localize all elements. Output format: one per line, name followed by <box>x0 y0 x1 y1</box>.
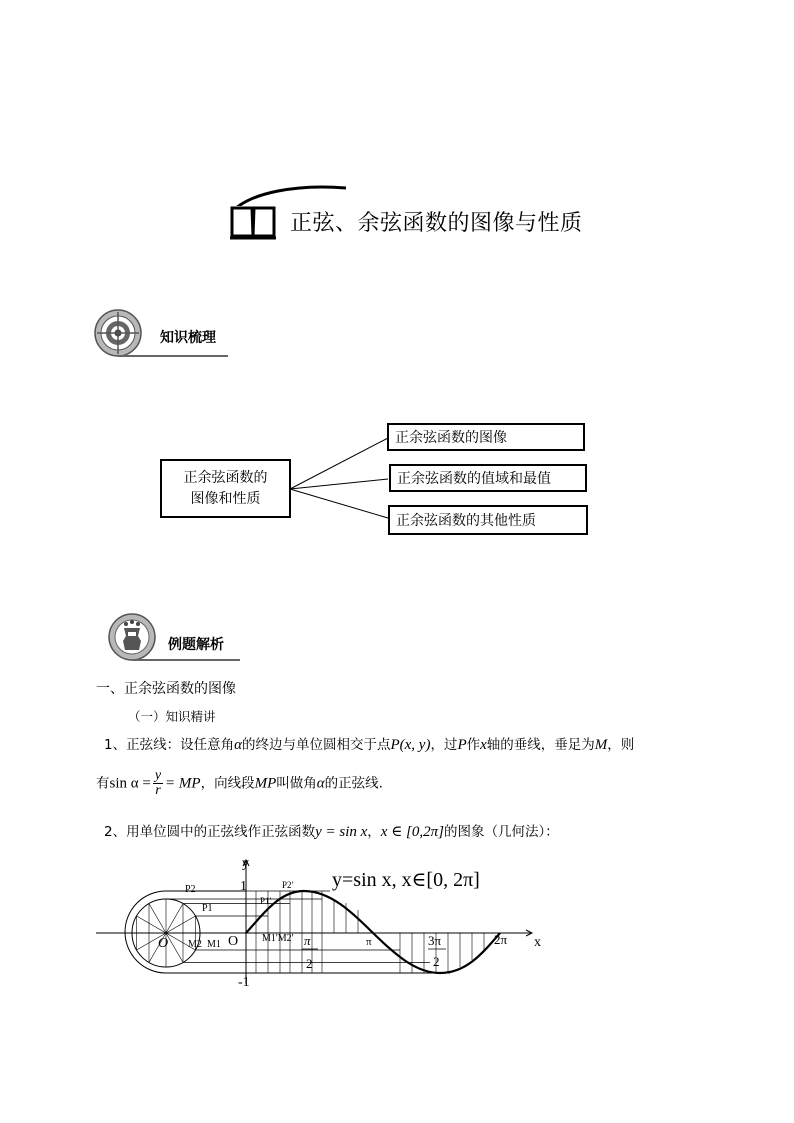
paragraph-sine-line <box>104 733 634 754</box>
figure-caption: y=sin x, x∈[0, 2π] <box>332 869 480 891</box>
y-label: y <box>242 856 249 871</box>
section-knowledge-label: 知识梳理 <box>160 330 216 346</box>
paragraph-geometric-method <box>104 820 559 841</box>
p1-alpha: α <box>234 737 242 753</box>
m2-label: M2 <box>188 939 202 950</box>
tick-one: 1 <box>240 879 247 894</box>
p2-text-b: ，向线段 <box>200 775 255 792</box>
p1-P: P <box>457 737 467 753</box>
p2-text-a: 有 <box>96 775 110 792</box>
pi-half-den: 2 <box>306 956 313 971</box>
p2-alpha: α <box>316 775 325 792</box>
p2-prime-label: P2' <box>282 880 294 890</box>
p3-func: y = sin x <box>315 824 368 840</box>
p2-numerator: y <box>154 768 162 783</box>
p3-text-c: 的图象（几何法）： <box>444 824 559 840</box>
x-label: x <box>534 935 541 950</box>
p1-text-d: 作 <box>466 737 481 753</box>
projection-lines <box>166 891 430 962</box>
p2-eq: = MP <box>165 775 201 792</box>
p3-text-a: 2、用单位圆中的正弦线作正弦函数 <box>104 824 316 840</box>
mindmap-center-line2: 图像和性质 <box>190 490 261 507</box>
subheading-knowledge: （一）知识精讲 <box>128 709 216 724</box>
origin-label: O <box>228 934 239 949</box>
p1-prime-label: P1' <box>260 896 272 906</box>
page-title: 正弦、余弦函数的图像与性质 <box>290 211 583 236</box>
p3-domain: x ∈ [0,2π] <box>380 824 444 840</box>
mindmap-branch-range: 正余弦函数的值域和最值 <box>389 464 587 492</box>
p1-text-a: 1、正弦线：设任意角 <box>104 737 235 753</box>
heading-graph: 一、正余弦函数的图像 <box>96 681 236 697</box>
p2-sin: sin α = <box>109 775 151 792</box>
p1-x: x <box>480 737 487 753</box>
p1-text-e: 轴的垂线，垂足为 <box>486 737 595 753</box>
p1-point: P(x, y) <box>390 737 431 753</box>
p2-text-c: 叫做角 <box>276 775 317 792</box>
pi-half-num: π <box>304 933 311 948</box>
three-pi-half-den: 2 <box>433 954 440 969</box>
p2-text-d: 的正弦线. <box>324 775 383 792</box>
section-examples-label: 例题解析 <box>168 637 224 653</box>
paragraph-sine-def <box>96 769 383 798</box>
two-pi-label: 2π <box>494 932 508 947</box>
m1-label: M1 <box>207 939 221 950</box>
p1-text-c: ，过 <box>430 737 458 753</box>
p2-MP: MP <box>254 775 277 792</box>
p1-text-f: ，则 <box>607 737 635 753</box>
three-pi-half-num: 3π <box>428 933 442 948</box>
mindmap-center-line1: 正余弦函数的 <box>183 469 268 486</box>
tick-neg-one: -1 <box>238 975 250 990</box>
p3-text-b: ， <box>367 824 381 840</box>
mindmap-center-box <box>160 459 291 518</box>
mindmap-branch-graph: 正余弦函数的图像 <box>387 423 585 451</box>
p2-denominator: r <box>155 783 161 798</box>
sine-figure <box>90 852 550 992</box>
mindmap-connectors <box>288 432 392 532</box>
m1m2-prime-label: M1'M2' <box>262 933 294 944</box>
vertical-grid <box>256 891 484 973</box>
pi-label: π <box>366 936 372 948</box>
circle-center-label: O <box>158 936 169 951</box>
p1-M: M <box>594 737 608 753</box>
p2-label: P2 <box>185 884 196 895</box>
p2-fraction <box>153 769 163 798</box>
mindmap-branch-other: 正余弦函数的其他性质 <box>388 505 588 535</box>
p1-text-b: 的终边与单位圆相交于点 <box>241 737 391 753</box>
p1-label: P1 <box>202 903 213 914</box>
